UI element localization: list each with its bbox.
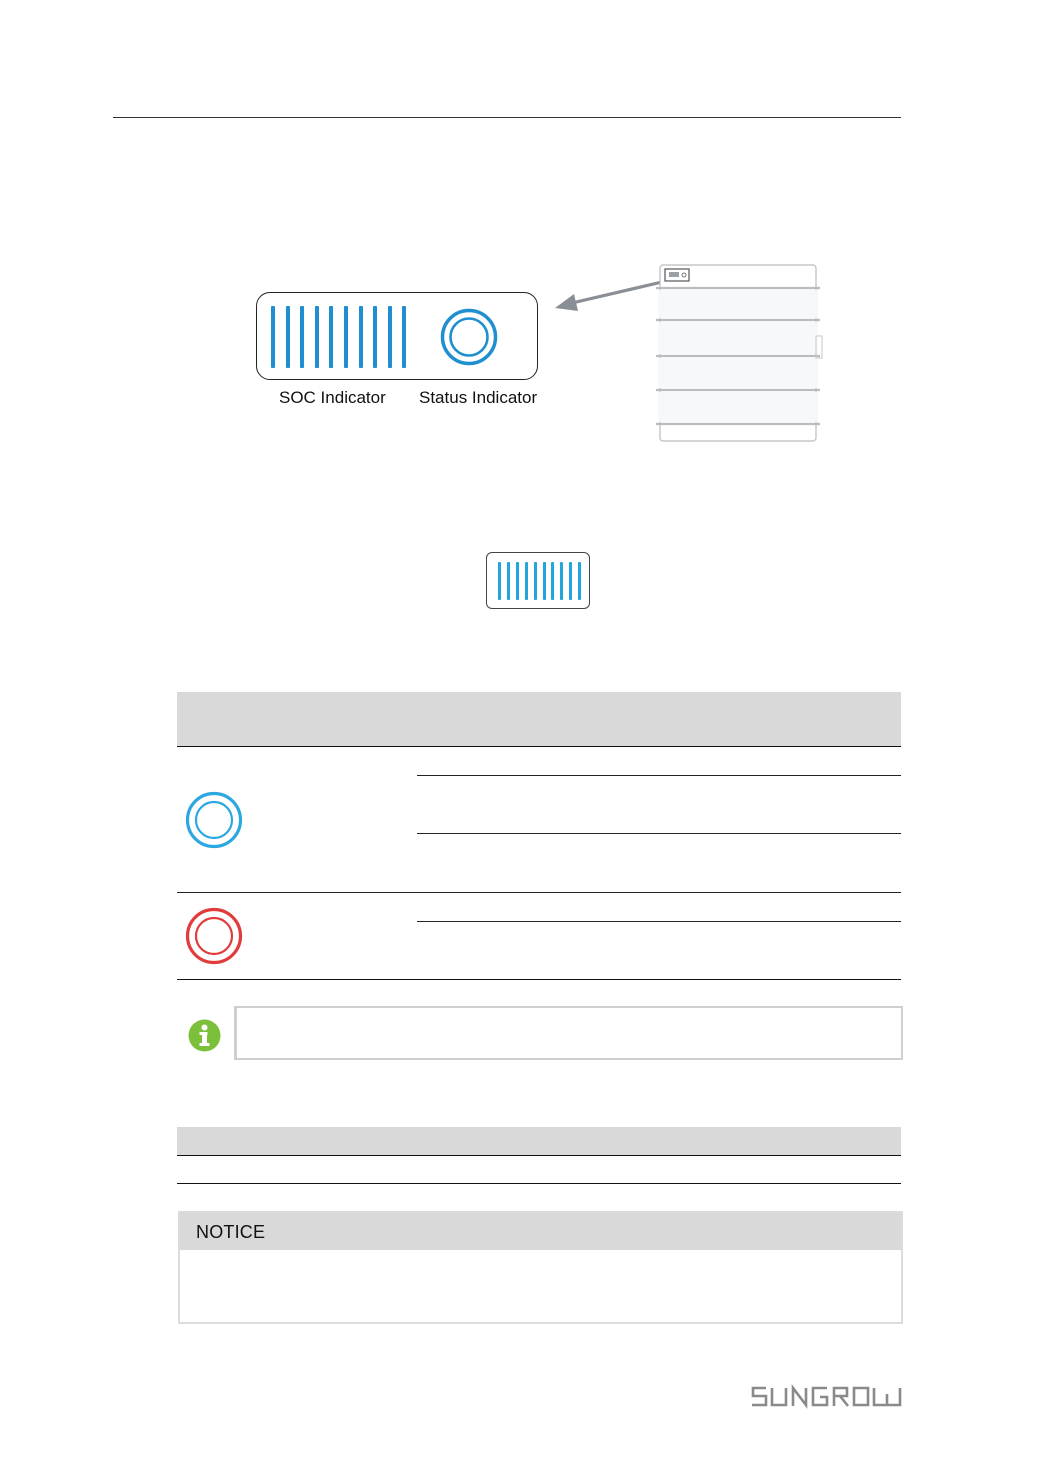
table-header-rule [177, 746, 901, 747]
second-table-header [177, 1127, 901, 1155]
soc-bar [344, 306, 348, 368]
status-table-header [177, 692, 901, 746]
soc-bar [359, 306, 363, 368]
info-icon [188, 1019, 221, 1052]
soc-closeup-bar [525, 562, 528, 600]
soc-bar [300, 306, 304, 368]
table-row-divider [177, 892, 901, 893]
soc-bar [388, 306, 392, 368]
notice-title: NOTICE [196, 1222, 266, 1242]
header-rule [113, 117, 901, 118]
table-subrow-divider [417, 833, 901, 834]
soc-bar [286, 306, 290, 368]
sungrow-logo [750, 1384, 902, 1410]
info-note-box [234, 1006, 903, 1060]
soc-closeup-bar [560, 562, 563, 600]
soc-bar [315, 306, 319, 368]
soc-closeup-bar [543, 562, 546, 600]
soc-closeup-bar [551, 562, 554, 600]
soc-bar [329, 306, 333, 368]
blue-ring-icon [185, 791, 243, 849]
battery-module-illustration [652, 262, 824, 446]
second-table-header-rule [177, 1155, 901, 1156]
soc-closeup-bar [534, 562, 537, 600]
soc-closeup-bar [507, 562, 510, 600]
table-subrow-divider [417, 921, 901, 922]
soc-bar [271, 306, 275, 368]
red-ring-icon [185, 907, 243, 965]
soc-indicator-label: SOC Indicator [279, 388, 386, 407]
table-subrow-divider [417, 775, 901, 776]
soc-bar [402, 306, 406, 368]
soc-indicator-closeup [486, 552, 590, 609]
notice-box [178, 1211, 903, 1324]
soc-indicator-bars [271, 306, 411, 368]
status-indicator-label: Status Indicator [419, 388, 538, 407]
soc-bar [373, 306, 377, 368]
table-bottom-rule [177, 979, 901, 980]
soc-closeup-bar [569, 562, 572, 600]
soc-closeup-bar [498, 562, 501, 600]
second-table-bottom-rule [177, 1183, 901, 1184]
status-indicator-ring-icon [440, 308, 498, 366]
soc-closeup-bar [516, 562, 519, 600]
soc-closeup-bar [578, 562, 581, 600]
notice-header [180, 1213, 901, 1250]
